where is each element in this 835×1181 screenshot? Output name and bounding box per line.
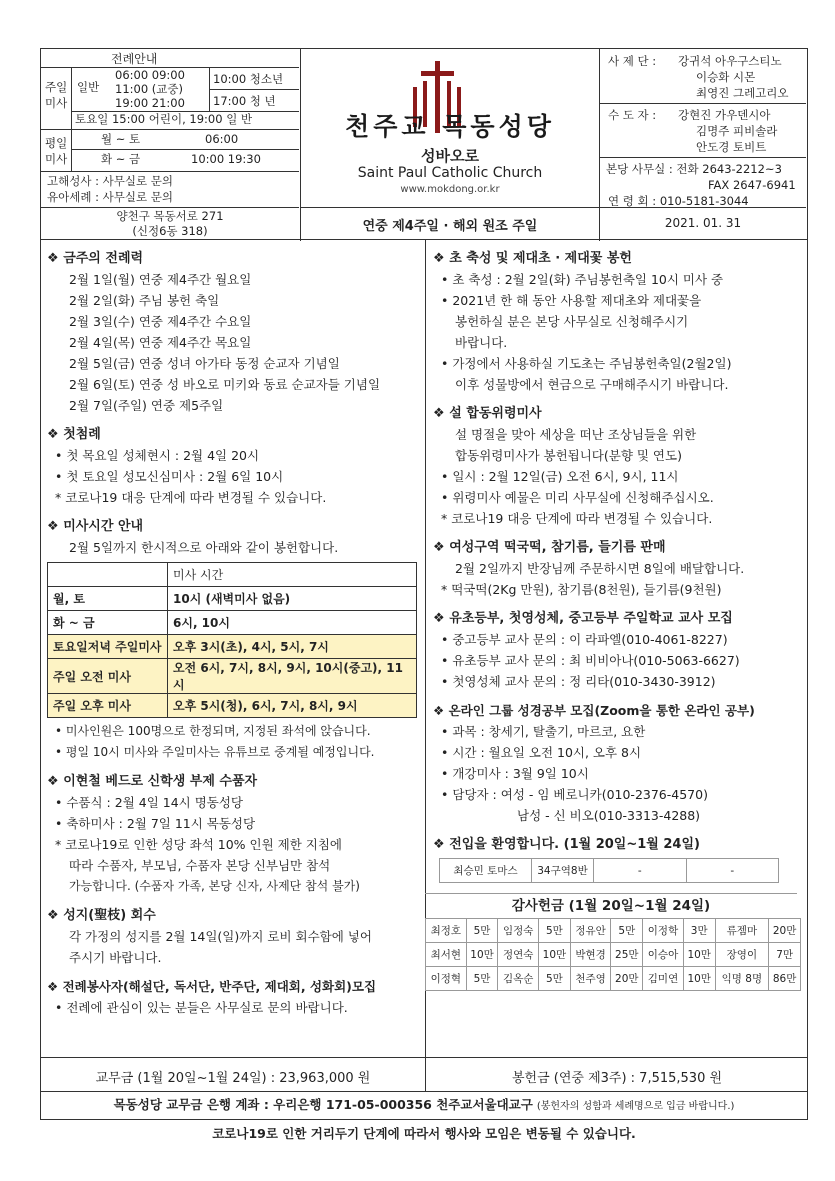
liturgy-item: 2월 2일(화) 주님 봉헌 축일 bbox=[69, 293, 220, 308]
section-newcomers: ❖ 전입을 환영합니다. (1월 20일~1월 24일) bbox=[433, 835, 805, 855]
bank-account: 목동성당 교무금 은행 계좌 : 우리은행 171-05-000356 천주교서울대교구 bbox=[113, 1097, 533, 1112]
section-rice-cake-sale: ❖ 여성구역 떡국떡, 참기름, 들기름 판매 bbox=[433, 538, 805, 558]
weekday-row2-days: 화 ~ 금 bbox=[101, 152, 141, 166]
table-cell: 월, 토 bbox=[48, 587, 168, 611]
sunday-title: 연중 제4주일 · 해외 원조 주일 bbox=[362, 219, 538, 234]
tithe-total: 교무금 (1월 20일~1월 24일) : 23,963,000 원 bbox=[95, 1071, 371, 1086]
liturgy-item: 2월 3일(수) 연중 제4주간 수요일 bbox=[69, 314, 252, 329]
list-item: • 전례에 관심이 있는 분들은 사무실로 문의 바랍니다. bbox=[47, 997, 421, 1018]
infant-baptism-info: 유아세례 : 사무실로 문의 bbox=[47, 190, 173, 204]
liturgy-item: 2월 6일(토) 연중 성 바오로 미키와 동료 순교자들 기념일 bbox=[69, 377, 381, 392]
liturgy-item: 2월 7일(주일) 연중 제5주일 bbox=[69, 398, 224, 413]
section-palm-return: ❖ 성지(聖枝) 회수 bbox=[47, 906, 421, 926]
sunday-general-label: 일반 bbox=[77, 80, 100, 94]
confession-info: 고해성사 : 사무실로 문의 bbox=[47, 174, 173, 188]
priest-label: 사 제 단 : bbox=[608, 54, 657, 68]
priest-3: 최영진 그레고리오 bbox=[696, 86, 789, 100]
table-cell: 7만 bbox=[769, 943, 801, 967]
table-cell: 장영이 bbox=[715, 943, 769, 967]
table-cell: 이승아 bbox=[643, 943, 684, 967]
table-cell: 주일 오전 미사 bbox=[48, 659, 168, 694]
table-cell: 25만 bbox=[611, 943, 643, 967]
office-fax: FAX 2647-6941 bbox=[708, 178, 796, 192]
list-item: • 초 축성 : 2월 2일(화) 주님봉헌축일 10시 미사 중 bbox=[433, 269, 805, 290]
list-item: • 일시 : 2월 12일(금) 오전 6시, 9시, 11시 bbox=[433, 466, 805, 487]
list-item: • 수품식 : 2월 4일 14시 명동성당 bbox=[47, 792, 421, 813]
note: * 코로나19 대응 단계에 따라 변경될 수 있습니다. bbox=[441, 511, 713, 526]
gift-offering-table bbox=[425, 918, 801, 991]
list-item: • 평일 10시 미사와 주일미사는 유튜브로 중계될 예정입니다. bbox=[47, 742, 421, 763]
nun-2: 김명주 피비솔라 bbox=[696, 124, 778, 138]
section-teacher-recruit: ❖ 유초등부, 첫영성체, 중고등부 주일학교 교사 모집 bbox=[433, 609, 805, 629]
table-cell: 5만 bbox=[539, 967, 571, 991]
list-item: • 과목 : 창세기, 탈출기, 마르코, 요한 bbox=[433, 721, 805, 742]
note: * 떡국떡(2Kg 만원), 참기름(8천원), 들기름(9천원) bbox=[441, 582, 722, 597]
note: 따라 수품자, 부모님, 수품자 본당 신부님만 참석 bbox=[69, 858, 331, 873]
table-header: 미사 시간 bbox=[168, 563, 417, 587]
sunday-times-1: 06:00 09:00 bbox=[115, 68, 185, 82]
table-row bbox=[426, 943, 801, 967]
table-cell: 오전 6시, 7시, 8시, 9시, 10시(중고), 11시 bbox=[168, 659, 417, 694]
list-item: • 위령미사 예물은 미리 사무실에 신청해주십시오. bbox=[433, 487, 805, 508]
table-cell: 10만 bbox=[539, 943, 571, 967]
table-cell: 최정호 bbox=[426, 919, 467, 943]
table-cell: 이정학 bbox=[643, 919, 684, 943]
table-cell: 오후 5시(청), 6시, 7시, 8시, 9시 bbox=[168, 694, 417, 718]
newcomer-table bbox=[439, 858, 779, 883]
paragraph: 주시기 바랍니다. bbox=[69, 950, 162, 965]
table-cell: 김옥순 bbox=[498, 967, 539, 991]
staff-contacts bbox=[599, 49, 807, 241]
table-cell: 주일 오후 미사 bbox=[48, 694, 168, 718]
list-item-cont: 이후 성물방에서 현금으로 구매해주시기 바랍니다. bbox=[455, 377, 729, 392]
section-bible-study: ❖ 온라인 그룹 성경공부 모집(Zoom을 통한 온라인 공부) bbox=[433, 701, 805, 721]
bank-row bbox=[40, 1092, 808, 1120]
table-cell: 오후 3시(초), 4시, 5시, 7시 bbox=[168, 635, 417, 659]
paragraph: 2월 2일까지 반장님께 주문하시면 8일에 배달합니다. bbox=[455, 561, 745, 576]
table-cell: 5만 bbox=[466, 919, 498, 943]
table-cell: 익명 8명 bbox=[715, 967, 769, 991]
sunday-times-2: 11:00 (교중) bbox=[115, 82, 183, 96]
table-cell: 6시, 10시 bbox=[168, 611, 417, 635]
table-cell: 10만 bbox=[466, 943, 498, 967]
office-phone: 본당 사무실 : 전화 2643-2212~3 bbox=[606, 162, 782, 176]
table-cell: 20만 bbox=[769, 919, 801, 943]
paragraph: 각 가정의 성지를 2월 14일(일)까지 로비 회수함에 넣어 bbox=[69, 929, 372, 944]
list-item: • 담당자 : 여성 - 임 베로니카(010-2376-4570) bbox=[433, 784, 805, 805]
liturgy-item: 2월 5일(금) 연중 성녀 아가타 동정 순교자 기념일 bbox=[69, 356, 340, 371]
schedule-title: 전례안내 bbox=[111, 52, 158, 66]
church-name-english: Saint Paul Catholic Church bbox=[357, 165, 543, 181]
table-cell: 박현경 bbox=[570, 943, 611, 967]
right-column bbox=[430, 240, 805, 991]
church-logo-block bbox=[301, 49, 599, 241]
table-cell: 3만 bbox=[683, 919, 715, 943]
content-columns bbox=[40, 240, 808, 1058]
mass-times-table bbox=[47, 562, 417, 718]
footer bbox=[40, 1058, 808, 1122]
section-memorial-mass: ❖ 설 합동위령미사 bbox=[433, 404, 805, 424]
saturday-mass-times: 토요일 15:00 어린이, 19:00 일 반 bbox=[75, 112, 253, 126]
list-item: • 미사인원은 100명으로 한정되며, 지정된 좌석에 앉습니다. bbox=[47, 721, 421, 742]
section-first-friday: ❖ 첫첨례 bbox=[47, 425, 421, 445]
table-cell: 10만 bbox=[683, 967, 715, 991]
list-item: • 시간 : 월요일 오전 10시, 오후 8시 bbox=[433, 742, 805, 763]
list-item-cont: 봉헌하실 분은 본당 사무실로 신청해주시기 bbox=[455, 314, 689, 329]
table-cell: 정연숙 bbox=[498, 943, 539, 967]
table-cell: 정유안 bbox=[570, 919, 611, 943]
table-cell: 34구역8반 bbox=[532, 859, 594, 883]
weekday-row1-time: 06:00 bbox=[205, 132, 239, 146]
table-cell: 5만 bbox=[539, 919, 571, 943]
note: 가능합니다. (수품자 가족, 본당 신자, 사제단 참석 불가) bbox=[69, 879, 360, 893]
weekday-row1-days: 월 ~ 토 bbox=[101, 132, 141, 146]
weekday-mass-label: 평일 미사 bbox=[45, 136, 68, 166]
list-item: • 개강미사 : 3월 9일 10시 bbox=[433, 763, 805, 784]
list-item: • 축하미사 : 2월 7일 11시 목동성당 bbox=[47, 813, 421, 834]
liturgy-item: 2월 4일(목) 연중 제4주간 목요일 bbox=[69, 335, 252, 350]
liturgy-list bbox=[47, 269, 421, 416]
table-cell: 임정숙 bbox=[498, 919, 539, 943]
nun-1: 강현진 가우덴시아 bbox=[678, 108, 771, 122]
address-line-2: (신정6동 318) bbox=[132, 224, 208, 238]
offering-total: 봉헌금 (연중 제3주) : 7,515,530 원 bbox=[511, 1071, 723, 1086]
paragraph: 합동위령미사가 봉헌됩니다(분향 및 연도) bbox=[455, 448, 682, 463]
list-item-cont: 남성 - 신 비오(010-3313-4288) bbox=[517, 808, 701, 823]
table-cell: 토요일저녁 주일미사 bbox=[48, 635, 168, 659]
sunday-times-3: 19:00 21:00 bbox=[115, 96, 185, 110]
bulletin-page bbox=[40, 48, 808, 1142]
funeral-council-phone: 연 령 회 : 010-5181-3044 bbox=[608, 194, 749, 208]
section-ordination: ❖ 이현철 베드로 신학생 부제 수품자 bbox=[47, 772, 421, 792]
table-cell: 최승민 토마스 bbox=[440, 859, 532, 883]
website: www.mokdong.or.kr bbox=[400, 184, 500, 195]
header bbox=[40, 48, 808, 240]
list-item: • 2021년 한 해 동안 사용할 제대초와 제대꽃을 bbox=[433, 290, 805, 311]
list-item: • 유초등부 교사 문의 : 최 비비아나(010-5063-6627) bbox=[433, 650, 805, 671]
table-cell: 10만 bbox=[683, 943, 715, 967]
priest-1: 강귀석 아우구스티노 bbox=[678, 54, 782, 68]
list-item: • 첫영성체 교사 문의 : 정 리타(010-3430-3912) bbox=[433, 671, 805, 692]
left-column bbox=[47, 240, 421, 1018]
gift-offering-title: 감사헌금 (1월 20일~1월 24일) bbox=[425, 893, 797, 918]
list-item: • 중고등부 교사 문의 : 이 라파엘(010-4061-8227) bbox=[433, 629, 805, 650]
table-cell: 5만 bbox=[611, 919, 643, 943]
section-candle-blessing: ❖ 초 축성 및 제대초 · 제대꽃 봉헌 bbox=[433, 249, 805, 269]
address-line-1: 양천구 목동서로 271 bbox=[116, 209, 224, 223]
covid-notice: 코로나19로 인한 거리두기 단계에 따라서 행사와 모임은 변동될 수 있습니다. bbox=[212, 1126, 636, 1141]
bulletin-date: 2021. 01. 31 bbox=[664, 216, 742, 230]
table-cell: 5만 bbox=[466, 967, 498, 991]
table-cell: 이정혁 bbox=[426, 967, 467, 991]
patron-saint: 성바오로 bbox=[421, 147, 479, 165]
liturgy-item: 2월 1일(월) 연중 제4주간 월요일 bbox=[69, 272, 252, 287]
nun-label: 수 도 자 : bbox=[608, 108, 657, 122]
table-cell: - bbox=[686, 859, 779, 883]
priest-2: 이승화 시몬 bbox=[696, 70, 756, 84]
table-cell: 화 ~ 금 bbox=[48, 611, 168, 635]
table-cell: 류젬마 bbox=[715, 919, 769, 943]
sunday-mass-label: 주일 미사 bbox=[45, 80, 68, 110]
list-item: • 가정에서 사용하실 기도초는 주님봉헌축일(2월2일) bbox=[433, 353, 805, 374]
young-adult-mass-time: 17:00 청 년 bbox=[213, 94, 276, 108]
table-cell: - bbox=[594, 859, 687, 883]
table-cell: 86만 bbox=[769, 967, 801, 991]
list-item: • 첫 토요일 성모신심미사 : 2월 6일 10시 bbox=[47, 466, 421, 487]
table-cell: 20만 bbox=[611, 967, 643, 991]
paragraph: 설 명절을 맞아 세상을 떠난 조상님들을 위한 bbox=[455, 427, 697, 442]
note: * 코로나19 대응 단계에 따라 변경될 수 있습니다. bbox=[55, 490, 327, 505]
nun-3: 안도경 토비트 bbox=[696, 140, 767, 154]
list-item: • 첫 목요일 성체현시 : 2월 4일 20시 bbox=[47, 445, 421, 466]
table-row bbox=[426, 919, 801, 943]
section-liturgy-calendar: ❖ 금주의 전례력 bbox=[47, 249, 421, 269]
church-name-korean: 천주교 목동성당 bbox=[345, 112, 555, 141]
section-mass-times: ❖ 미사시간 안내 bbox=[47, 517, 421, 537]
section-volunteers: ❖ 전례봉사자(해설단, 독서단, 반주단, 제대회, 성화회)모집 bbox=[47, 977, 421, 997]
table-cell: 김미연 bbox=[643, 967, 684, 991]
note: * 코로나19로 인한 성당 좌석 10% 인원 제한 지침에 bbox=[55, 837, 343, 852]
table-cell: 최서현 bbox=[426, 943, 467, 967]
list-item-cont: 바랍니다. bbox=[455, 335, 508, 350]
weekday-row2-time: 10:00 19:30 bbox=[191, 152, 261, 166]
table-cell: 천주영 bbox=[570, 967, 611, 991]
table-row bbox=[426, 967, 801, 991]
totals-row bbox=[40, 1058, 808, 1092]
mass-times-intro: 2월 5일까지 한시적으로 아래와 같이 봉헌합니다. bbox=[69, 540, 339, 555]
mass-schedule bbox=[41, 49, 301, 241]
bank-note: (봉헌자의 성함과 세례명으로 입금 바랍니다.) bbox=[536, 1101, 735, 1112]
youth-mass-time: 10:00 청소년 bbox=[213, 72, 284, 86]
table-cell: 10시 (새벽미사 없음) bbox=[168, 587, 417, 611]
